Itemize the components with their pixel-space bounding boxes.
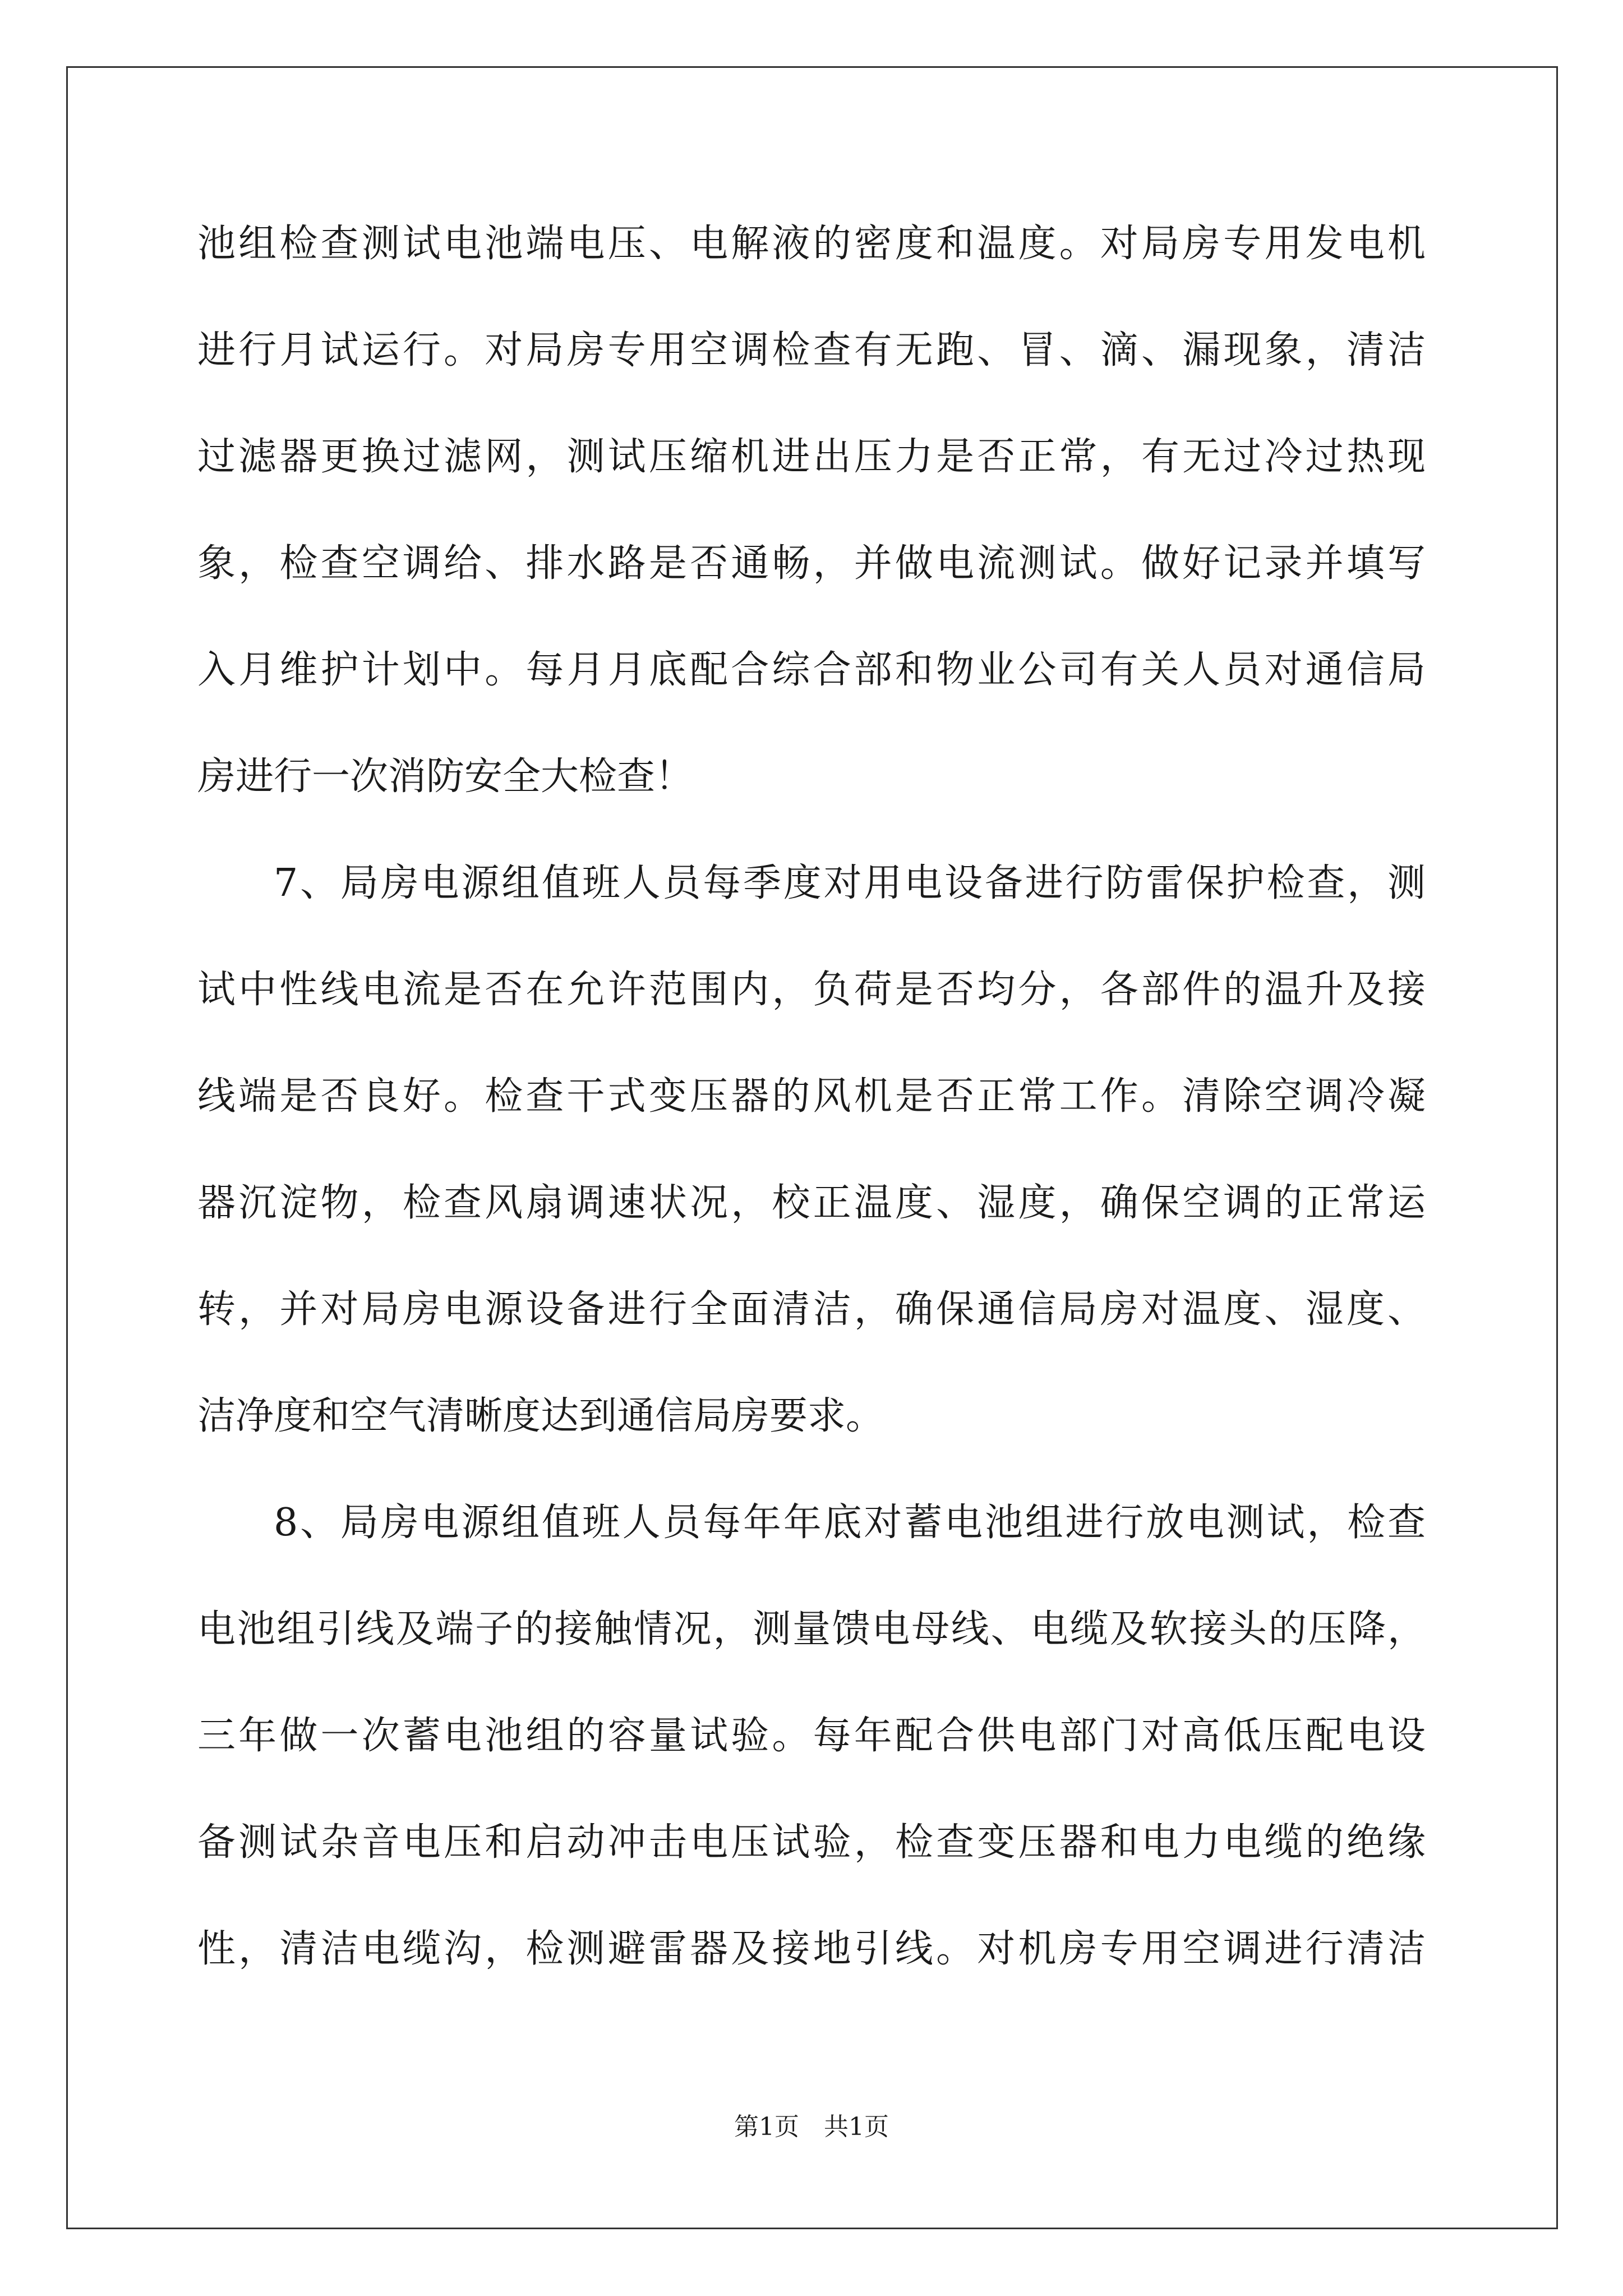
text-line: 过滤器更换过滤网，测试压缩机进出压力是否正常，有无过冷过热现 xyxy=(197,435,1426,479)
text-line: 入月维护计划中。每月月底配合综合部和物业公司有关人员对通信局 xyxy=(197,648,1426,692)
text-line: 试中性线电流是否在允许范围内，负荷是否均分，各部件的温升及接 xyxy=(197,968,1426,1012)
text-line: 洁净度和空气清晰度达到通信局房要求。 xyxy=(197,1394,884,1438)
text-line: 房进行一次消防安全大检查！ xyxy=(197,754,694,799)
text-line: 进行月试运行。对局房专用空调检查有无跑、冒、滴、漏现象，清洁 xyxy=(197,328,1426,372)
paragraph-first-line: 7、局房电源组值班人员每季度对用电设备进行防雷保护检查，测 xyxy=(274,861,1426,905)
paragraph-first-line: 8、局房电源组值班人员每年年底对蓄电池组进行放电测试，检查 xyxy=(274,1501,1426,1545)
text-line: 电池组引线及端子的接触情况，测量馈电母线、电缆及软接头的压降， xyxy=(197,1607,1426,1651)
text-line: 三年做一次蓄电池组的容量试验。每年配合供电部门对高低压配电设 xyxy=(197,1714,1426,1758)
text-line: 线端是否良好。检查干式变压器的风机是否正常工作。清除空调冷凝 xyxy=(197,1074,1426,1119)
text-line: 备测试杂音电压和启动冲击电压试验，检查变压器和电力电缆的绝缘 xyxy=(197,1820,1426,1865)
text-line: 性，清洁电缆沟，检测避雷器及接地引线。对机房专用空调进行清洁 xyxy=(197,1927,1426,1971)
text-line: 器沉淀物，检查风扇调速状况，校正温度、湿度，确保空调的正常运 xyxy=(197,1181,1426,1225)
text-line: 池组检查测试电池端电压、电解液的密度和温度。对局房专用发电机 xyxy=(197,222,1426,266)
text-line: 转，并对局房电源设备进行全面清洁，确保通信局房对温度、湿度、 xyxy=(197,1287,1426,1332)
document-body xyxy=(197,213,1426,2025)
page-number-footer: 第1页 共1页 xyxy=(734,2113,889,2141)
text-line: 象，检查空调给、排水路是否通畅，并做电流测试。做好记录并填写 xyxy=(197,541,1426,586)
